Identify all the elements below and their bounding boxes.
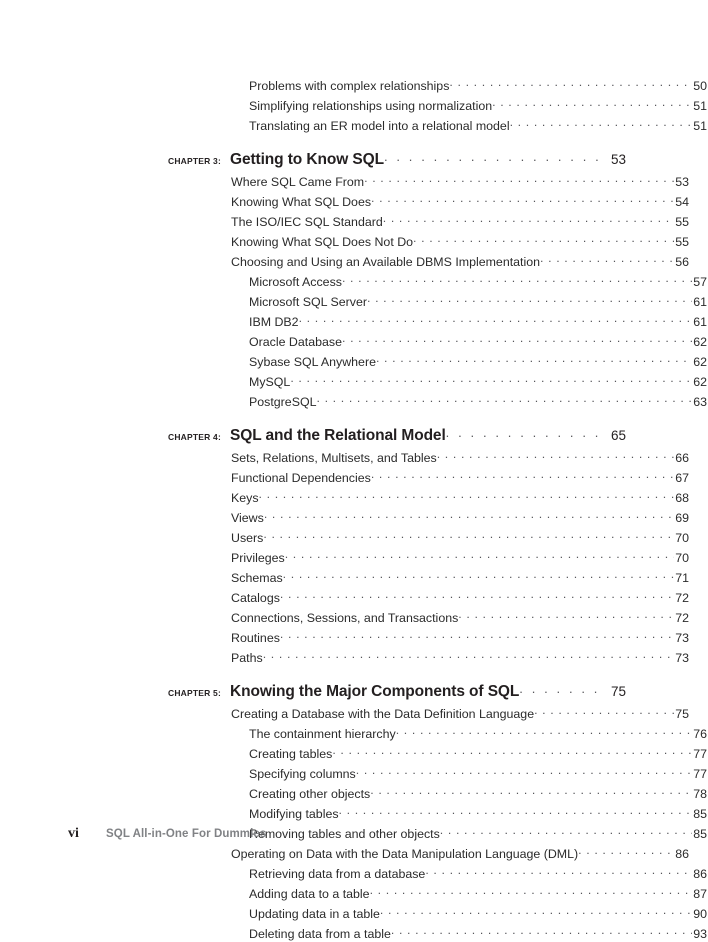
toc-entry-page-number: 75 (610, 684, 626, 699)
toc-entry-row[interactable] (168, 802, 707, 822)
dot-leader (458, 606, 674, 622)
toc-entry-page-number: 61 (693, 295, 707, 309)
toc-entry-page-number: 78 (693, 787, 707, 801)
toc-entry-page-number: 55 (675, 235, 689, 249)
dot-leader (339, 802, 692, 818)
toc-entry-title: Privileges (231, 551, 285, 565)
toc-entry-list (168, 74, 707, 942)
toc-entry-title: Catalogs (231, 591, 280, 605)
toc-entry-title: The ISO/IEC SQL Standard (231, 215, 383, 229)
toc-entry-page-number: 56 (675, 255, 689, 269)
toc-entry-title: Users (231, 531, 264, 545)
toc-entry-page-number: 67 (675, 471, 689, 485)
toc-entry-title: Problems with complex relationships (249, 79, 450, 93)
toc-entry-row[interactable] (168, 74, 707, 94)
toc-entry-row[interactable] (168, 506, 689, 526)
dot-leader (396, 722, 692, 738)
dot-leader (342, 330, 692, 346)
dot-leader (259, 486, 674, 502)
toc-entry-row[interactable] (168, 370, 707, 390)
toc-entry-title: Updating data in a table (249, 907, 380, 921)
toc-entry-title: Retrieving data from a database (249, 867, 426, 881)
dot-leader (370, 782, 692, 798)
toc-entry-title: Operating on Data with the Data Manipulation Language (DML) (231, 847, 579, 861)
dot-leader (413, 230, 674, 246)
toc-entry-title: Paths (231, 651, 263, 665)
toc-entry-page-number: 73 (675, 631, 689, 645)
toc-entry-title: The containment hierarchy (249, 727, 396, 741)
toc-entry-page-number: 76 (693, 727, 707, 741)
toc-entry-title: Deleting data from a table (249, 927, 391, 941)
dot-leader (425, 862, 692, 878)
chapter-label: CHAPTER 3: (168, 156, 222, 166)
dot-leader (342, 270, 692, 286)
toc-entry-title: Creating a Database with the Data Definition Language (231, 707, 535, 721)
toc-entry-title: Knowing the Major Components of SQL (230, 683, 520, 700)
toc-entry-page-number: 87 (693, 887, 707, 901)
dot-leader (519, 680, 607, 696)
toc-entry-title: Where SQL Came From (231, 175, 365, 189)
dot-leader (437, 446, 674, 462)
toc-entry-title: Removing tables and other objects (249, 827, 440, 841)
toc-entry-title: Microsoft Access (249, 275, 342, 289)
toc-entry-page-number: 86 (693, 867, 707, 881)
toc-entry-row[interactable] (168, 230, 689, 250)
toc-entry-page-number: 77 (693, 747, 707, 761)
toc-entry-page-number: 93 (693, 927, 707, 941)
toc-entry-row[interactable] (168, 842, 689, 862)
toc-entry-page-number: 85 (693, 827, 707, 841)
toc-entry-page-number: 68 (675, 491, 689, 505)
dot-leader (446, 424, 607, 440)
toc-entry-title: Choosing and Using an Available DBMS Implementation (231, 255, 541, 269)
toc-entry-row[interactable] (168, 486, 689, 506)
toc-entry-page-number: 77 (693, 767, 707, 781)
toc-entry-row[interactable] (168, 702, 689, 722)
toc-entry-page-number: 85 (693, 807, 707, 821)
toc-chapter-row[interactable] (168, 148, 626, 169)
toc-entry-title: Views (231, 511, 264, 525)
toc-entry-row[interactable] (168, 566, 689, 586)
toc-entry-title: MySQL (249, 375, 291, 389)
toc-entry-row[interactable] (168, 902, 707, 922)
toc-entry-title: Knowing What SQL Does (231, 195, 372, 209)
toc-entry-row[interactable] (168, 446, 689, 466)
toc-entry-page-number: 90 (693, 907, 707, 921)
toc-entry-page-number: 73 (675, 651, 689, 665)
toc-entry-row[interactable] (168, 170, 689, 190)
toc-entry-row[interactable] (168, 586, 689, 606)
dot-leader (317, 390, 693, 406)
toc-entry-page-number: 62 (693, 335, 707, 349)
toc-entry-page-number: 62 (693, 355, 707, 369)
toc-entry-title: Getting to Know SQL (230, 151, 384, 168)
dot-leader (332, 742, 692, 758)
toc-entry-title: Adding data to a table (249, 887, 370, 901)
toc-entry-title: Specifying columns (249, 767, 356, 781)
toc-entry-row[interactable] (168, 350, 707, 370)
toc-entry-title: Simplifying relationships using normalization (249, 99, 493, 113)
toc-entry-row[interactable] (168, 882, 707, 902)
toc-entry-page-number: 72 (675, 611, 689, 625)
toc-entry-row[interactable] (168, 330, 707, 350)
dot-leader (263, 526, 674, 542)
toc-entry-row[interactable] (168, 742, 707, 762)
toc-entry-row[interactable] (168, 782, 707, 802)
toc-entry-title: Sybase SQL Anywhere (249, 355, 376, 369)
dot-leader (290, 370, 692, 386)
toc-entry-page-number: 57 (693, 275, 707, 289)
toc-entry-row[interactable] (168, 270, 707, 290)
dot-leader (534, 702, 674, 718)
toc-entry-row[interactable] (168, 646, 689, 666)
dot-leader (384, 148, 607, 164)
dot-leader (371, 190, 674, 206)
toc-entry-title: Sets, Relations, Multisets, and Tables (231, 451, 437, 465)
toc-entry-page-number: 70 (675, 531, 689, 545)
toc-entry-page-number: 72 (675, 591, 689, 605)
toc-entry-page-number: 71 (675, 571, 689, 585)
toc-entry-page-number: 51 (693, 119, 707, 133)
toc-entry-title: Knowing What SQL Does Not Do (231, 235, 414, 249)
toc-entry-row[interactable] (168, 290, 707, 310)
toc-entry-page-number: 70 (675, 551, 689, 565)
dot-leader (578, 842, 674, 858)
dot-leader (299, 310, 692, 326)
dot-leader (440, 822, 692, 838)
toc-entry-row[interactable] (168, 546, 689, 566)
toc-entry-title: Routines (231, 631, 280, 645)
toc-entry-page-number: 61 (693, 315, 707, 329)
dot-leader (380, 902, 692, 918)
toc-entry-page-number: 65 (610, 428, 626, 443)
toc-entry-row[interactable] (168, 250, 689, 270)
toc-entry-title: Creating other objects (249, 787, 371, 801)
toc-entry-title: Translating an ER model into a relational model (249, 119, 510, 133)
toc-entry-row[interactable] (168, 94, 707, 114)
toc-entry-page-number: 75 (675, 707, 689, 721)
toc-entry-row[interactable] (168, 390, 707, 410)
dot-leader (280, 626, 674, 642)
dot-leader (492, 94, 692, 110)
toc-entry-row[interactable] (168, 606, 689, 626)
toc-entry-page-number: 63 (693, 395, 707, 409)
toc-entry-row[interactable] (168, 762, 707, 782)
toc-entry-page-number: 53 (675, 175, 689, 189)
toc-entry-page-number: 55 (675, 215, 689, 229)
toc-chapter-row[interactable] (168, 680, 626, 701)
toc-entry-row[interactable] (168, 862, 707, 882)
dot-leader (285, 546, 674, 562)
toc-entry-title: Functional Dependencies (231, 471, 371, 485)
toc-chapter-row[interactable] (168, 424, 626, 445)
toc-entry-title: IBM DB2 (249, 315, 299, 329)
toc-entry-page-number: 86 (675, 847, 689, 861)
toc-entry-page-number: 50 (693, 79, 707, 93)
dot-leader (370, 882, 692, 898)
toc-entry-title: Creating tables (249, 747, 333, 761)
toc-entry-row[interactable] (168, 466, 689, 486)
toc-entry-title: PostgreSQL (249, 395, 317, 409)
toc-entry-title: Keys (231, 491, 259, 505)
dot-leader (283, 566, 674, 582)
dot-leader (449, 74, 692, 90)
dot-leader (383, 210, 674, 226)
dot-leader (376, 350, 692, 366)
toc-entry-row[interactable] (168, 526, 689, 546)
dot-leader (391, 922, 692, 938)
toc-entry-title: Modifying tables (249, 807, 339, 821)
toc-entry-page-number: 62 (693, 375, 707, 389)
running-head-title: SQL All-in-One For Dummies (106, 828, 267, 840)
page-number-folio: vi (68, 826, 79, 841)
dot-leader (356, 762, 692, 778)
toc-entry-title: Connections, Sessions, and Transactions (231, 611, 459, 625)
chapter-label: CHAPTER 4: (168, 432, 222, 442)
dot-leader (367, 290, 692, 306)
page-footer (68, 826, 266, 842)
toc-entry-row[interactable] (168, 190, 689, 210)
toc-entry-row[interactable] (168, 922, 707, 942)
toc-entry-row[interactable] (168, 114, 707, 134)
toc-entry-row[interactable] (168, 626, 689, 646)
toc-entry-title: SQL and the Relational Model (230, 427, 446, 444)
toc-entry-title: Oracle Database (249, 335, 342, 349)
toc-entry-title: Microsoft SQL Server (249, 295, 367, 309)
dot-leader (264, 506, 674, 522)
toc-entry-page-number: 66 (675, 451, 689, 465)
dot-leader (364, 170, 674, 186)
dot-leader (540, 250, 674, 266)
toc-entry-row[interactable] (168, 210, 689, 230)
toc-entry-page-number: 69 (675, 511, 689, 525)
toc-entry-page-number: 51 (693, 99, 707, 113)
dot-leader (280, 586, 674, 602)
toc-entry-row[interactable] (168, 310, 707, 330)
dot-leader (263, 646, 674, 662)
toc-entry-page-number: 53 (610, 152, 626, 167)
dot-leader (510, 114, 692, 130)
dot-leader (371, 466, 674, 482)
chapter-label: CHAPTER 5: (168, 688, 222, 698)
toc-entry-title: Schemas (231, 571, 283, 585)
toc-entry-page-number: 54 (675, 195, 689, 209)
toc-entry-row[interactable] (168, 722, 707, 742)
